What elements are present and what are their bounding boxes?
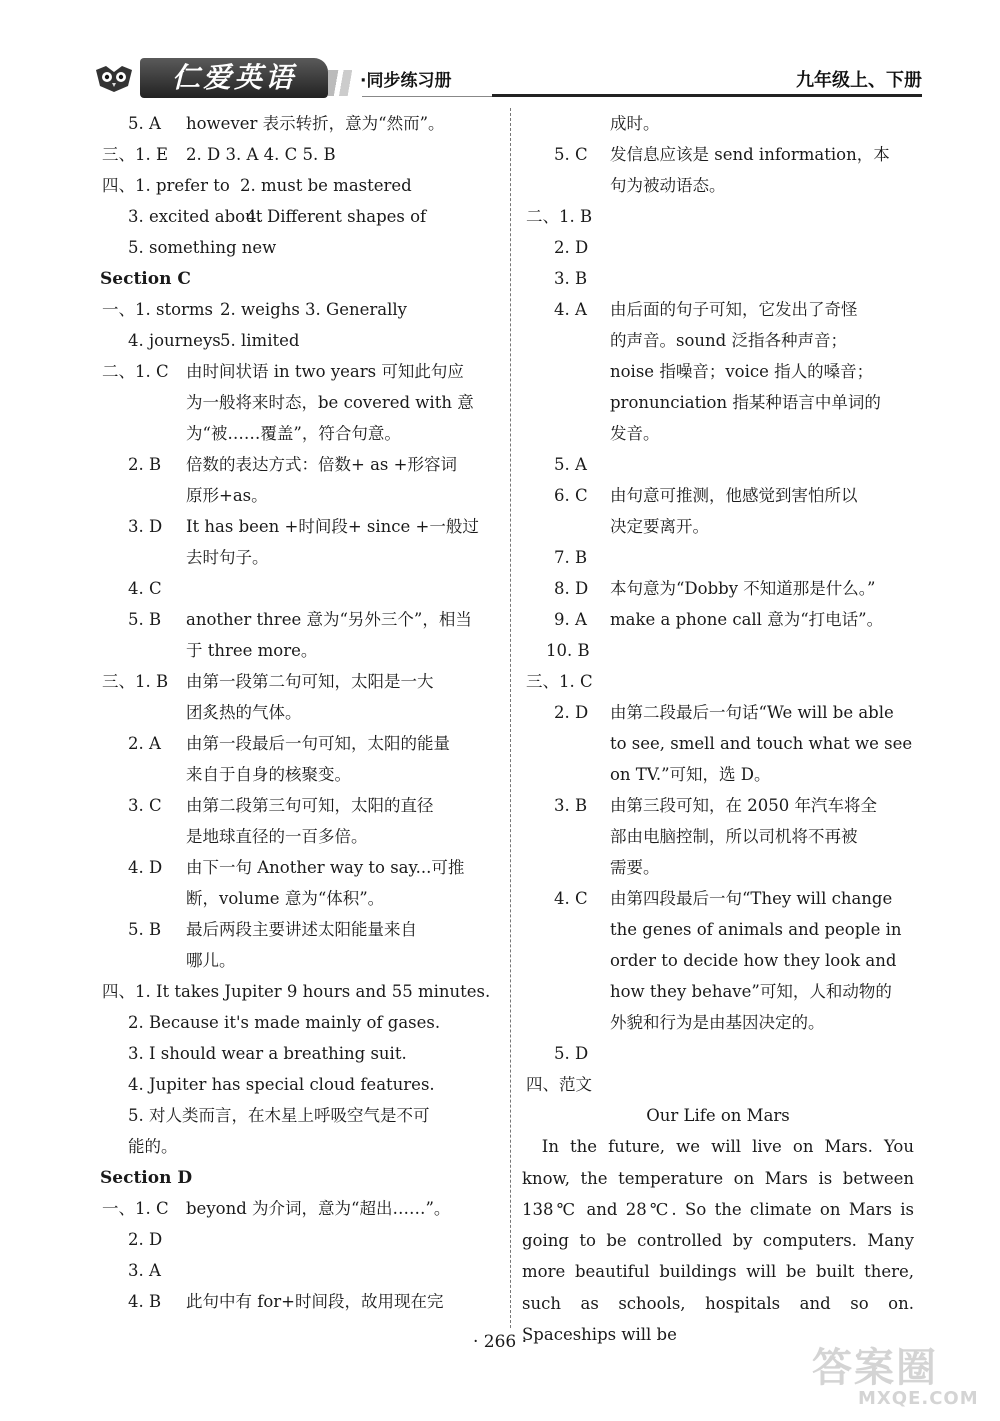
answer-line [522,914,932,945]
answer-number: 三、1. C [526,672,593,691]
answer-number: 2. A [128,734,161,753]
answer-number: 4. journeys [128,331,221,350]
answer-explanation: 决定要离开。 [610,517,709,536]
answer-explanation: 由后面的句子可知，它发出了奇怪 [610,300,858,319]
answer-number: 5. B [128,920,162,939]
answer-explanation: 发信息应该是 send information，本 [610,145,890,164]
answer-explanation: 由第一段第二句可知，太阳是一大 [186,672,434,691]
answer-explanation: 最后两段主要讲述太阳能量来自 [186,920,417,939]
answer-explanation: 需要。 [610,858,660,877]
answer-line [522,1038,932,1069]
section-heading: Section D [100,1168,193,1188]
answer-number: 3. B [554,269,588,288]
answer-line [522,759,932,790]
answer-explanation: 倍数的表达方式：倍数+ as +形容词 [186,455,457,474]
answer-line [100,914,510,945]
answer-line [522,635,932,666]
answer-line [100,1131,510,1162]
answer-number: 7. B [554,548,588,567]
watermark-url: MXQE.COM [858,1388,979,1409]
answer-number: 5. A [554,455,587,474]
answer-explanation: 的声音。sound 泛指各种声音； [610,331,847,350]
answer-explanation: 去时句子。 [186,548,269,567]
answer-number: 二、1. C [102,362,169,381]
answer-explanation: 由第四段最后一句“They will change [610,889,893,908]
answer-explanation: 由第一段最后一句可知，太阳的能量 [186,734,450,753]
answer-explanation: order to decide how they look and [610,951,897,970]
essay [522,1100,914,1350]
answer-line [522,108,932,139]
answer-line [100,325,510,356]
answer-explanation: 由第二段最后一句话“We will be able [610,703,894,722]
answer-line [522,821,932,852]
answer-explanation: make a phone call 意为“打电话”。 [610,610,884,629]
answer-line [522,170,932,201]
answer-number: 5. 对人类而言，在木星上呼吸空气是不可 [128,1106,430,1125]
answer-line [100,356,510,387]
answer-line [522,542,932,573]
right-column [522,108,932,1100]
answer-line [100,232,510,263]
answer-line [100,635,510,666]
answer-number: 能的。 [128,1137,178,1156]
answer-line [522,573,932,604]
answer-line [100,418,510,449]
answer-number: 3. B [554,796,588,815]
answer-line [522,945,932,976]
answer-explanation: how they behave”可知，人和动物的 [610,982,892,1001]
answer-explanation: 由第二段第三句可知，太阳的直径 [186,796,434,815]
answer-line [522,294,932,325]
answer-number: 4. D [128,858,163,877]
grade-label: 九年级上、下册 [796,70,922,91]
answer-explanation: 发音。 [610,424,660,443]
answer-line [100,852,510,883]
answer-explanation: beyond 为介词，意为“超出……”。 [186,1199,451,1218]
answer-line [522,418,932,449]
answer-number: 4. A [554,300,587,319]
answer-explanation: 由第三段可知，在 2050 年汽车将全 [610,796,877,815]
answer-explanation: on TV.”可知，选 D。 [610,765,771,784]
answer-number: 四、1. prefer to [102,176,230,195]
answer-line [100,294,510,325]
answer-number: 3. A [128,1261,161,1280]
answer-line [100,976,510,1007]
answer-line [100,666,510,697]
answer-line [522,852,932,883]
answer-explanation: pronunciation 指某种语言中单词的 [610,393,881,412]
left-column [100,108,510,1317]
answer-explanation: 部由电脑控制，所以司机将不再被 [610,827,858,846]
answer-explanation: 由下一句 Another way to say...可推 [186,858,465,877]
answer-line [100,542,510,573]
answer-line [100,883,510,914]
answer-explanation: 由句意可推测，他感觉到害怕所以 [610,486,858,505]
book-subtitle: ·同步练习册 [360,71,452,91]
answer-number: 3. I should wear a breathing suit. [128,1044,407,1063]
answer-number: 10. B [546,641,590,660]
essay-body: In the future, we will live on Mars. You know, the temperature on Mars is between 138℃ and 28℃. So the climate on Mars is going to be controlled by computers. Many more beautiful buildings will be built there, such as schools, hospitals and so on. Spaceships will be [522,1137,914,1345]
answer-line [100,511,510,542]
answer-explanation: 断，volume 意为“体积”。 [186,889,385,908]
answer-line [522,201,932,232]
answer-number: 三、1. B [102,672,169,691]
answer-line [522,480,932,511]
answer-number: 一、1. storms [102,300,214,319]
answer-number: 5. B [128,610,162,629]
answer-line [522,604,932,635]
answer-number: 5. D [554,1044,589,1063]
answer-number: 四、1. It takes Jupiter 9 hours and 55 minutes. [102,982,491,1001]
answer-line [100,1193,510,1224]
answer-explanation: to see, smell and touch what we see [610,734,913,753]
answer-number: 5. C [554,145,588,164]
answer-line [100,263,510,294]
answer-line [100,759,510,790]
answer-line [522,666,932,697]
answer-line [522,1007,932,1038]
answer-line [100,1286,510,1317]
answer-line [100,1224,510,1255]
answer-line [100,1069,510,1100]
answer-explanation: another three 意为“另外三个”，相当 [186,610,472,629]
answer-line [522,356,932,387]
answer-explanation: 哪儿。 [186,951,236,970]
answer-explanation: 2. weighs 3. Generally [220,300,407,319]
watermark [812,1336,992,1416]
answer-number: 5. A [128,114,161,133]
answer-number: 2. B [128,455,162,474]
answer-line [522,263,932,294]
answer-line [522,728,932,759]
answer-number: 4. Jupiter has special cloud features. [128,1075,435,1094]
answer-number: 四、范文 [526,1075,592,1094]
answer-line [100,1007,510,1038]
brand-decoration [328,70,358,96]
answer-explanation: 由时间状语 in two years 可知此句应 [186,362,464,381]
answer-line [100,728,510,759]
answer-explanation: 成时。 [610,114,660,133]
answer-number: 三、1. E [102,145,169,164]
answer-line [522,1069,932,1100]
page-number: · 266 · [472,1332,528,1352]
answer-number: 2. Because it's made mainly of gases. [128,1013,441,1032]
answer-explanation: 于 three more。 [186,641,318,660]
answer-line [100,1038,510,1069]
answer-line [522,883,932,914]
answer-number: 9. A [554,610,587,629]
answer-explanation: 为一般将来时态，be covered with 意 [186,393,474,412]
header-rule [492,94,922,97]
answer-number: 6. C [554,486,588,505]
answer-explanation: 为“被……覆盖”，符合句意。 [186,424,401,443]
answer-line [100,108,510,139]
answer-number: 8. D [554,579,589,598]
answer-line [100,1100,510,1131]
answer-line [522,976,932,1007]
answer-explanation: 2. must be mastered [240,176,412,195]
page-header [92,56,922,100]
answer-number: 4. C [128,579,162,598]
answer-explanation: 5. limited [220,331,300,350]
answer-line [522,511,932,542]
answer-line [100,945,510,976]
answer-line [100,573,510,604]
owl-face-icon [94,64,134,94]
answer-number: 一、1. C [102,1199,169,1218]
answer-explanation: It has been +时间段+ since +一般过 [186,517,479,536]
answer-line [100,170,510,201]
answer-line [100,387,510,418]
answer-line [522,449,932,480]
answer-number: 4. C [554,889,588,908]
answer-explanation: 句为被动语态。 [610,176,726,195]
answer-line [100,604,510,635]
answer-explanation: 此句中有 for+时间段，故用现在完 [186,1292,444,1311]
answer-explanation: 团炙热的气体。 [186,703,302,722]
answer-line [100,139,510,170]
answer-explanation: 来自于自身的核聚变。 [186,765,351,784]
watermark-text: 答案圈 [812,1345,938,1391]
answer-line [100,1162,510,1193]
answer-line [522,232,932,263]
answer-line [522,387,932,418]
essay-title: Our Life on Mars [646,1106,790,1125]
answer-explanation: 外貌和行为是由基因决定的。 [610,1013,825,1032]
answer-explanation: 本句意为“Dobby 不知道那是什么。” [610,579,876,598]
section-heading: Section C [100,269,191,289]
answer-number: 2. D [128,1230,163,1249]
answer-explanation: 原形+as。 [186,486,268,505]
answer-number: 3. excited about [128,207,263,226]
answer-number: 3. C [128,796,162,815]
column-divider [510,108,511,1328]
answer-line [522,790,932,821]
answer-number: 2. D [554,703,589,722]
answer-explanation: 是地球直径的一百多倍。 [186,827,368,846]
answer-number: 5. something new [128,238,277,257]
answer-explanation: noise 指噪音；voice 指人的嗓音； [610,362,874,381]
answer-explanation: however 表示转折，意为“然而”。 [186,114,445,133]
brand-title: 仁爱英语 [140,58,328,98]
answer-explanation: 2. D 3. A 4. C 5. B [186,145,336,164]
answer-line [522,697,932,728]
answer-number: 2. D [554,238,589,257]
answer-line [100,449,510,480]
answer-line [100,821,510,852]
answer-line [100,201,510,232]
answer-line [100,480,510,511]
answer-number: 二、1. B [526,207,593,226]
answer-explanation: the genes of animals and people in [610,920,902,939]
answer-line [100,697,510,728]
answer-line [100,790,510,821]
answer-explanation: 4. Different shapes of [246,207,427,226]
answer-number: 3. D [128,517,163,536]
answer-line [522,139,932,170]
answer-number: 4. B [128,1292,162,1311]
answer-line [100,1255,510,1286]
answer-line [522,325,932,356]
